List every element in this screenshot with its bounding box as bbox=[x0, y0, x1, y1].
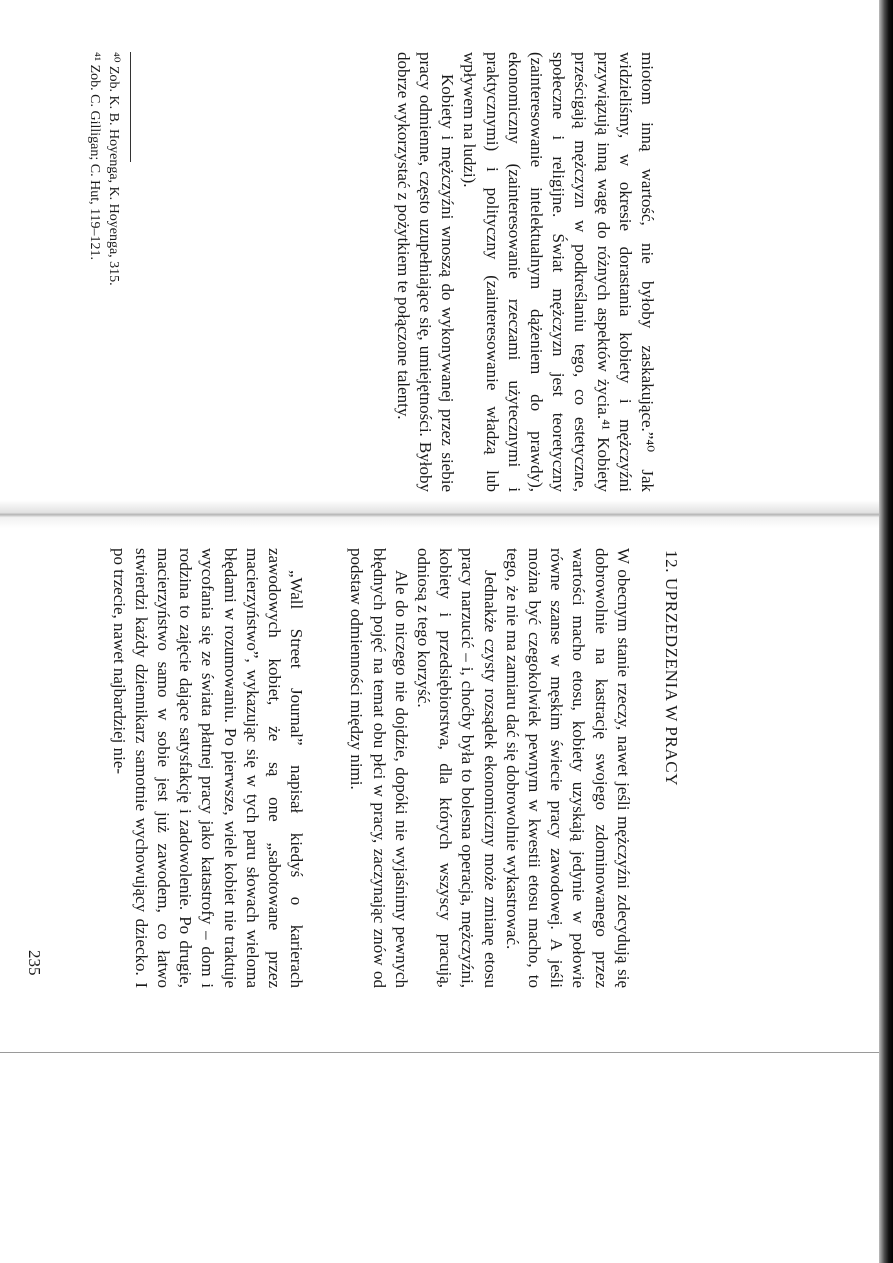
upper-body bbox=[392, 52, 658, 492]
footnote-41: ⁴¹ Zob. C. Gilligan; C. Hut, 119–121. bbox=[87, 52, 102, 261]
lower-paragraph-1: W obecnym stanie rzeczy, nawet jeśli mężczyźni zdecydują się dobrowolnie na kastrację swojego zdominowanego przez wartości macho etosu, kobiety uzyskają jedynie w połowie równe szanse w męskim świecie pracy zawodowej. A jeśli można być czegokolwiek pewnym w kwestii etosu macho, to tego, że nie ma zamiaru dać się dobrowolnie wykastrować. bbox=[502, 548, 633, 988]
lower-paragraph-3: Ale do niczego nie dojdzie, dopóki nie wyjaśnimy pewnych błędnych pojęć na temat obu płci w pracy, zaczynając znów od podstaw odmienności między nimi. bbox=[347, 548, 411, 988]
lower-paragraph-2: Jednakże czysty rozsądek ekonomiczny może zmianę etosu pracy narzucić – i, choćby była to bolesna operacja, mężczyźni, kobiety i przedsiębiorstwa, dla których wszyscy pracują, odniosą z tego korzyść. bbox=[413, 548, 500, 988]
upper-paragraph-1: miotom inną wartość, nie byłoby zaskakujące.”⁴⁰ Jak widzieliśmy, w okresie dorastania kobiety i mężczyźni przywiązują inną wagę do różnych aspektów życia.⁴¹ Kobiety prześcigają mężczyzn w podkreślaniu tego, co estetyczne, społeczne i religijne. Świat mężczyzn jest teoretyczny (zainteresowanie intelektualnym dążeniem do prawdy), ekonomiczny (zainteresowanie rzeczami użytecznymi i praktycznymi) i polityczny (zainteresowanie władzą lub wpływem na ludzi). bbox=[460, 52, 657, 492]
footnotes bbox=[85, 52, 123, 492]
page-number: 235 bbox=[25, 950, 44, 976]
upper-paragraph-2: Kobiety i mężczyźni wnoszą do wykonywanej przez siebie pracy odmienne, często uzupełniające się, umiejętności. Byłoby dobrze wykorzystać z pożytkiem te połączone talenty. bbox=[393, 52, 458, 492]
chapter-heading: 12. UPRZEDZENIA W PRACY bbox=[662, 550, 681, 787]
footnote-40: ⁴⁰ Zob. K. B. Hoyenga, K. Hoyenga, 315. bbox=[106, 52, 121, 286]
bottom-edge-line bbox=[0, 1052, 879, 1053]
scan-edge bbox=[879, 0, 893, 1263]
lower-body-2 bbox=[107, 548, 307, 988]
book-gutter bbox=[0, 500, 879, 528]
lower-body bbox=[345, 548, 634, 988]
lower-paragraph-4: „Wall Street Journal” napisał kiedyś o karierach zawodowych kobiet, że są one „sabotowane przez macierzyństwo”, wykazując się w tych paru słowach wieloma błędami w rozumowaniu. Po pierwsze, wiele kobiet nie traktuje wycofania się ze świata płatnej pracy jako katastrofy – dom i rodzina to zajęcie dające satysfakcję i zadowolenie. Po drugie, macierzyństwo samo w sobie jest już zawodem, co łatwo stwierdzi każdy dziennikarz samotnie wychowujący dziecko. I po trzecie, nawet najbardziej nie- bbox=[109, 548, 307, 988]
footnote-rule bbox=[130, 52, 131, 162]
lower-page-section bbox=[107, 548, 682, 988]
